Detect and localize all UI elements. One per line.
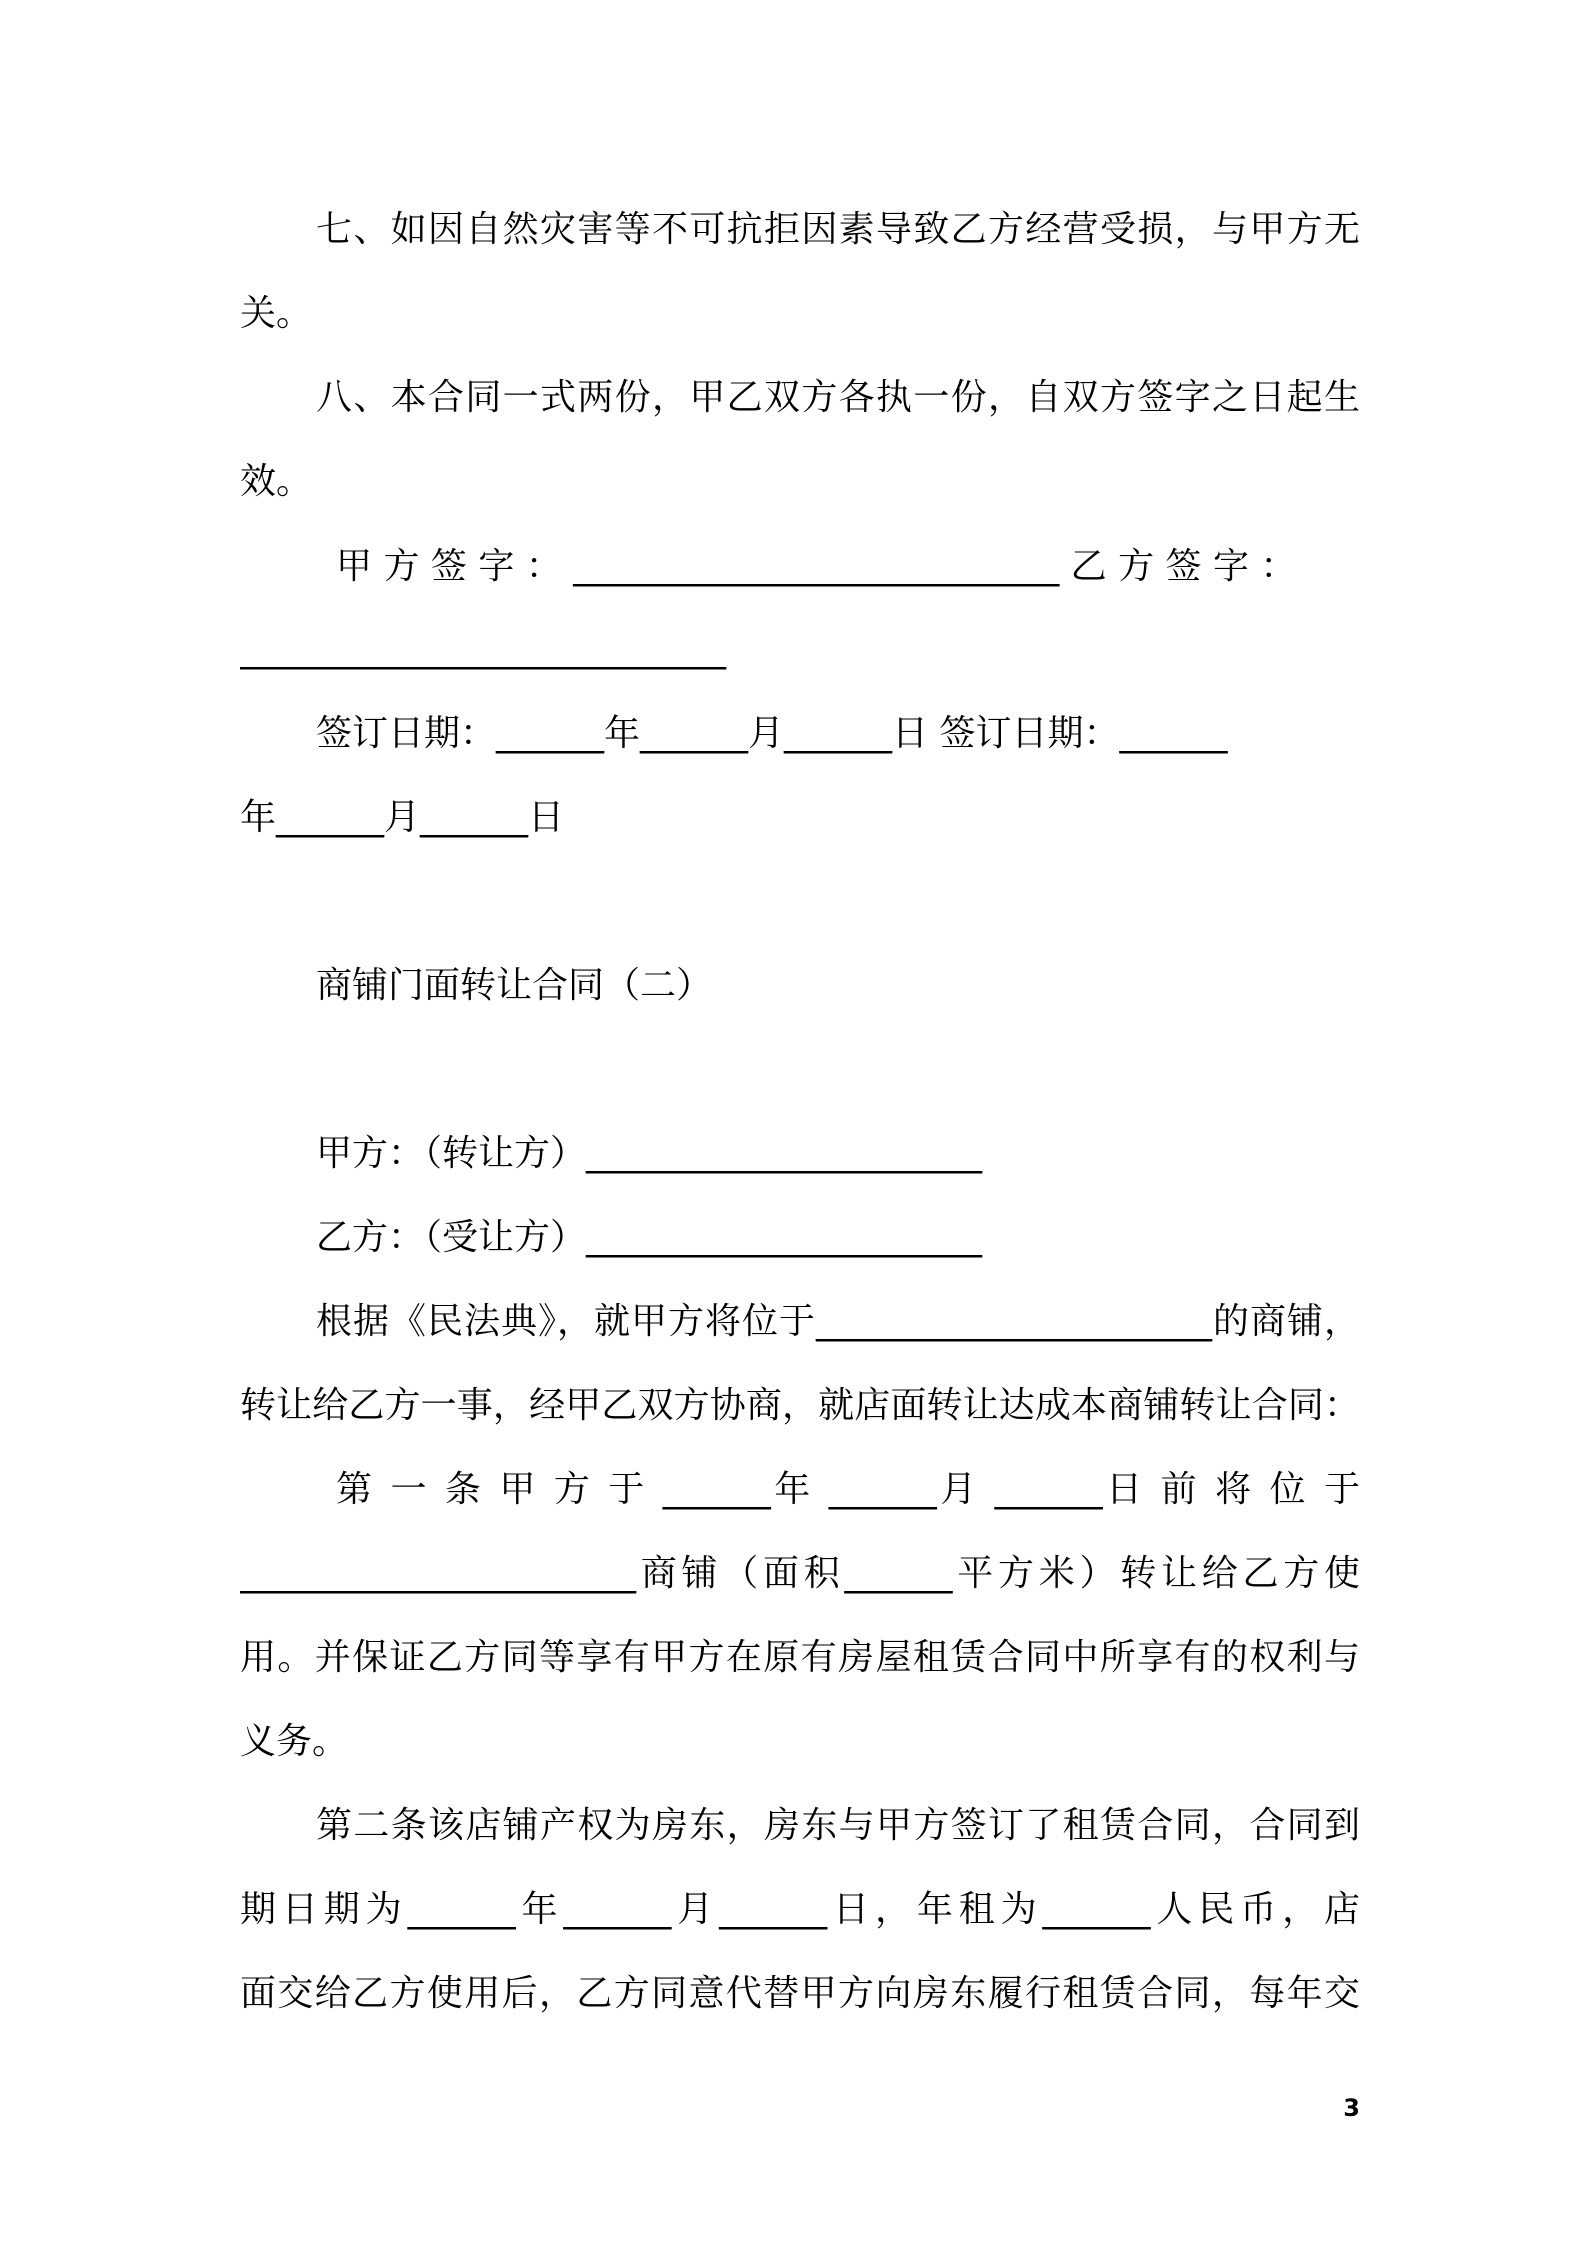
clause-7-line-2: 关。 (240, 293, 313, 334)
preamble-line-1: 根据《民法典》，就甲方将位于______________________的商铺， (316, 1301, 1360, 1342)
article-2-line-2: 期日期为______年______月______日，年租为______人民币，店 (240, 1889, 1360, 1930)
signature-line-continued: ___________________________ (240, 629, 726, 670)
signing-date-line: 签订日期：______年______月______日 签订日期：______ (316, 713, 1228, 754)
article-1-line-3: 用。并保证乙方同等享有甲方在原有房屋租赁合同中所享有的权利与 (240, 1637, 1360, 1678)
preamble-line-2: 转让给乙方一事，经甲乙双方协商，就店面转让达成本商铺转让合同： (240, 1385, 1360, 1426)
article-2-line-3: 面交给乙方使用后，乙方同意代替甲方向房东履行租赁合同，每年交 (240, 1973, 1360, 2014)
signing-date-line-continued: 年______月______日 (240, 797, 565, 838)
contract-title: 商铺门面转让合同（二） (316, 965, 713, 1006)
article-1-line-1: 第 一 条 甲 方 于 ______年 ______月 ______日 前 将 位 于 (336, 1469, 1360, 1510)
page-number: 3 (1343, 2094, 1360, 2122)
party-b-line: 乙方：（受让方）______________________ (316, 1217, 983, 1258)
article-1-line-4: 义务。 (240, 1721, 349, 1762)
article-1-line-2: ______________________商铺（面积______平方米）转让给乙方使 (240, 1553, 1360, 1594)
article-2-line-1: 第二条该店铺产权为房东，房东与甲方签订了租赁合同，合同到 (316, 1805, 1360, 1846)
clause-7-line-1: 七、如因自然灾害等不可抗拒因素导致乙方经营受损，与甲方无 (316, 209, 1360, 250)
party-a-line: 甲方：（转让方）______________________ (316, 1133, 983, 1174)
clause-8-line-1: 八、本合同一式两份，甲乙双方各执一份，自双方签字之日起生 (316, 377, 1360, 418)
clause-8-line-2: 效。 (240, 461, 313, 502)
signature-line: 甲 方 签 字 ： ___________________________ 乙 方 签 字 ： (336, 546, 1297, 587)
